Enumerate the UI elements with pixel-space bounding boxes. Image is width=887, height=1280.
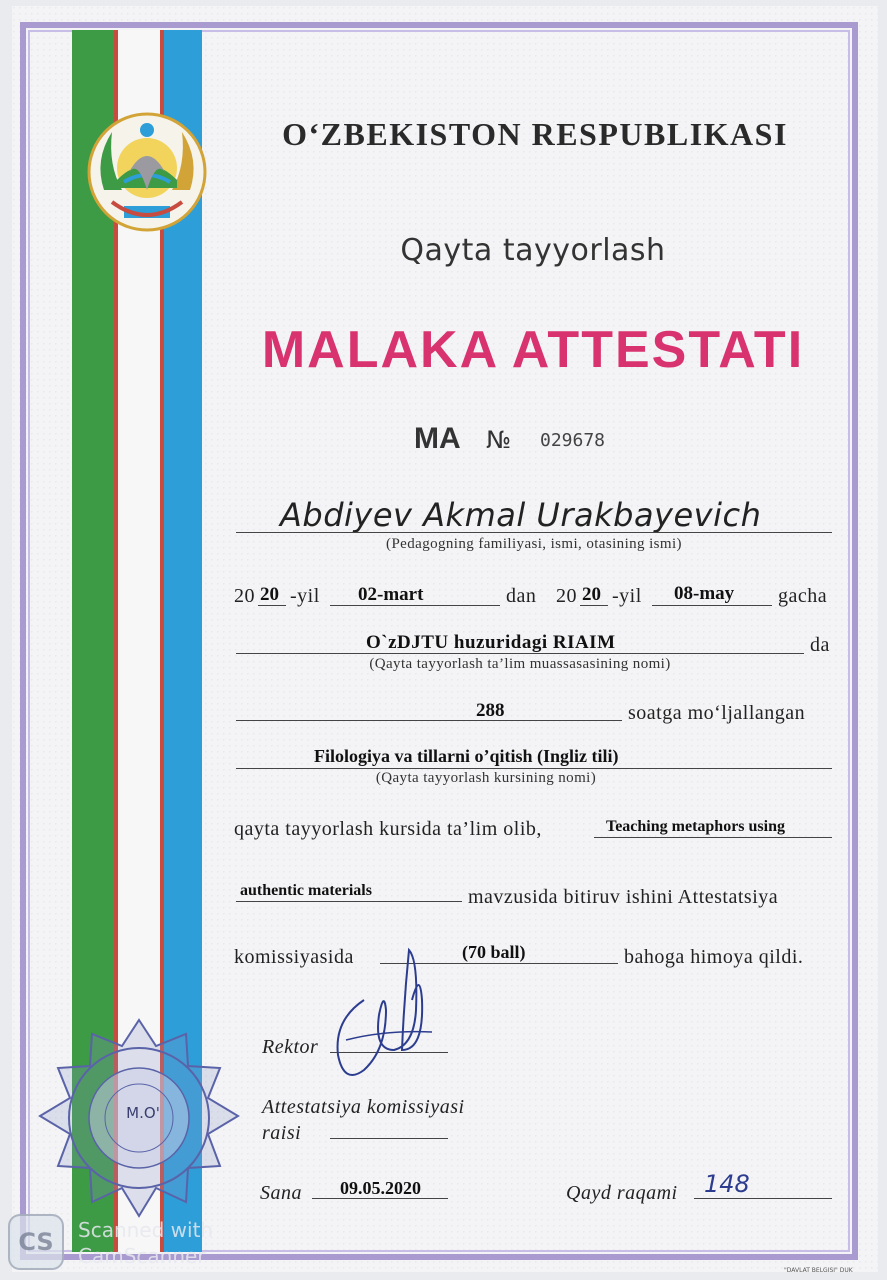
name-underline [236,532,832,533]
commission-label: komissiyasida [234,946,354,968]
registration-underline [694,1198,832,1199]
end-year: 20 [582,584,601,605]
end-yil-label: -yil [612,585,642,607]
start-year-underline [258,605,286,606]
dan-label: dan [506,585,537,607]
name-caption: (Pedagogning familiyasi, ismi, otasining ismi) [386,536,682,552]
grade-value: (70 ball) [462,942,526,962]
rector-label: Rektor [262,1036,319,1058]
thesis-end: bahoga himoya qildi. [624,946,804,968]
thesis-topic-underline1 [594,837,832,838]
scanner-watermark-line2: CamScanner [78,1244,206,1268]
date-label: Sana [260,1182,302,1204]
institution-caption: (Qayta tayyorlash ta’lim muassasasining nomi) [369,656,671,672]
gacha-label: gacha [778,585,828,607]
chair-signature-line [330,1138,448,1139]
thesis-topic-line2: authentic materials [240,882,372,899]
certificate-title: MALAKA ATTESTATI [261,321,805,379]
end-year-prefix: 20 [556,585,577,607]
registration-number: 148 [704,1170,750,1198]
course-name: Filologiya va tillarni o’qitish (Ingliz tili) [314,746,619,766]
thesis-intro: qayta tayyorlash kursida ta’lim olib, [234,818,542,840]
institution-suffix: da [810,634,830,656]
printer-mark: "DAVLAT BELGISI" DUK [784,1267,853,1274]
institution-name: O`zDJTU huzuridagi RIAIM [366,632,616,653]
scanner-watermark-line1: Scanned with [78,1218,214,1242]
institution-underline [236,653,804,654]
start-date-underline [330,605,500,606]
end-date: 08-may [674,583,735,604]
seal-center-text: M.O' [126,1104,160,1122]
start-year: 20 [260,584,279,605]
registration-label: Qayd raqami [566,1182,678,1204]
end-date-underline [652,605,772,606]
start-year-prefix: 20 [234,585,255,607]
camscanner-logo-text: CS [18,1228,54,1256]
state-emblem-icon [84,110,210,234]
chair-label-line1: Attestatsiya komissiyasi [262,1096,465,1118]
date-value: 09.05.2020 [340,1178,421,1198]
course-caption: (Qayta tayyorlash kursining nomi) [375,770,597,786]
country-heading: O‘ZBEKISTON RESPUBLIKASI [282,116,788,152]
hours-value: 288 [476,700,505,721]
thesis-topic-underline2 [236,901,462,902]
end-year-underline [580,605,608,606]
certificate-number: 029678 [540,430,606,451]
series-label: MA [414,422,461,455]
thesis-middle: mavzusida bitiruv ishini Attestatsiya [468,886,779,908]
date-underline [312,1198,448,1199]
start-date: 02-mart [358,584,424,605]
camscanner-logo [8,1214,64,1270]
number-sign: № [486,426,511,454]
chair-label-line2: raisi [262,1122,302,1144]
hours-label: soatga mo‘ljallangan [628,702,806,724]
thesis-topic-line1: Teaching metaphors using [606,818,785,835]
rector-signature [324,940,444,1090]
holder-name: Abdiyev Akmal Urakbayevich [280,496,762,534]
course-underline [236,768,832,769]
start-yil-label: -yil [290,585,320,607]
subtitle: Qayta tayyorlash [400,233,666,268]
hours-underline [236,720,622,721]
